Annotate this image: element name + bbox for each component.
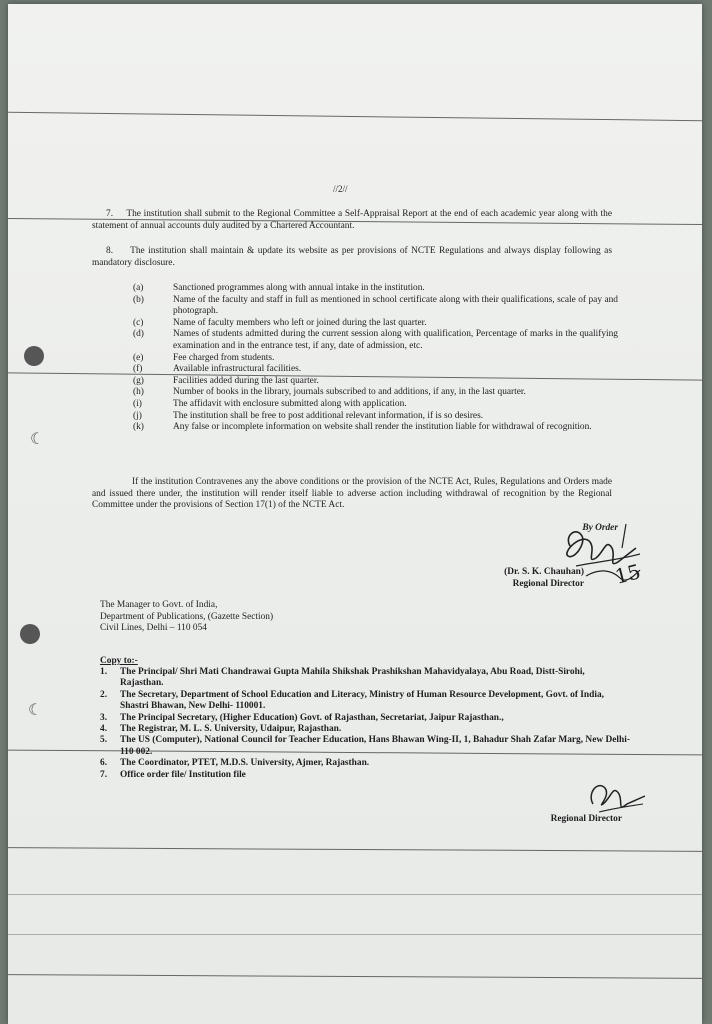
list-item: (b) Name of the faculty and staff in full as mentioned in school certificate along with their qualifications, scale of pay and photograph. <box>133 294 618 317</box>
copy-to-heading: Copy to:- <box>100 656 138 666</box>
paragraph-7 <box>92 209 612 232</box>
contravene-paragraph: If the institution Contravenes any the above conditions or the provision of the NCTE Act, Rules, Regulations and Orders made and issued there under, the institution will render itself liable to adverse action including withdrawal of recognition by the Regional Committee under the provisions of Section 17(1) of the NCTE Act. <box>92 477 612 511</box>
paragraph-7-number: 7. <box>106 209 114 219</box>
list-item: 7. Office order file/ Institution file <box>100 769 246 780</box>
list-item: 5. The US (Computer), National Council for Teacher Education, Hans Bhawan Wing-II, 1, Bahadur Shah Zafar Marg, New Delhi- 110 002. <box>100 735 630 757</box>
scan-artifact-line <box>8 112 702 121</box>
list-item: (f) Available infrastructural facilities. <box>133 364 302 375</box>
disclosure-list <box>133 283 618 434</box>
paragraph-8 <box>92 246 612 269</box>
bottom-designation: Regional Director <box>550 814 622 824</box>
scan-artifact-line <box>8 934 702 935</box>
list-item: 1. The Principal/ Shri Mati Chandrawai Gupta Mahila Shikshak Prashikshan Mahavidyalaya, Abu Road, Distt-Sirohi, Rajasthan. <box>100 667 585 689</box>
address-line: Department of Publications, (Gazette Section) <box>100 611 274 622</box>
list-item: (c) Name of faculty members who left or joined during the last quarter. <box>133 317 427 328</box>
copy-to-list <box>100 667 630 781</box>
clip-mark-icon: ☾ <box>28 702 43 719</box>
signatory-designation: Regional Director <box>512 579 584 589</box>
handwritten-signature-icon <box>583 774 653 819</box>
by-order-text: By Order <box>582 523 618 533</box>
paragraph-7-text: The institution shall submit to the Regional Committee a Self-Appraisal Report at the end of each academic year along with the statement of annual accounts duly audited by a Chartered Accountant. <box>92 209 612 231</box>
signatory-name: (Dr. S. K. Chauhan) <box>504 567 584 577</box>
list-item: 3. The Principal Secretary, (Higher Education) Govt. of Rajasthan, Secretariat, Jaipur Rajasthan., <box>100 712 504 723</box>
list-item: 4. The Registrar, M. L. S. University, Udaipur, Rajasthan. <box>100 724 342 735</box>
paragraph-8-number: 8. <box>106 246 114 256</box>
punch-hole <box>20 624 40 644</box>
clip-mark-icon: ☾ <box>30 431 45 448</box>
list-item: (h) Number of books in the library, journals subscribed to and additions, if any, in the last quarter. <box>133 387 526 398</box>
list-item: (d) Names of students admitted during the current session along with qualification, Percentage of marks in the qualifying examination and in the entrance test, if any, date of admission, etc. <box>133 329 618 351</box>
list-item: (j) The institution shall be free to post additional relevant information, if is so desires. <box>133 410 484 421</box>
scan-artifact-line <box>8 974 702 979</box>
page-number: //2// <box>333 184 348 194</box>
document-page <box>8 4 702 1024</box>
punch-hole <box>24 346 44 366</box>
list-item: (a) Sanctioned programmes along with annual intake in the institution. <box>133 283 425 293</box>
list-item: (g) Facilities added during the last quarter. <box>133 375 319 386</box>
address-line: The Manager to Govt. of India, <box>100 600 218 610</box>
list-item: 2. The Secretary, Department of School Education and Literacy, Ministry of Human Resource Development, Govt. of India, Shastri Bhawan, New Delhi- 110001. <box>100 689 604 712</box>
scan-artifact-line <box>8 894 702 895</box>
list-item: (k) Any false or incomplete information on website shall render the institution liable for withdrawal of recognition. <box>133 422 592 433</box>
scan-artifact-line <box>8 847 702 852</box>
list-item: 6. The Coordinator, PTET, M.D.S. University, Ajmer, Rajasthan. <box>100 758 370 769</box>
address-line: Civil Lines, Delhi – 110 054 <box>100 623 207 634</box>
address-block <box>100 600 273 635</box>
handwritten-date: 15 <box>612 559 643 589</box>
paragraph-8-text: The institution shall maintain & update its website as per provisions of NCTE Regulations and always display following as mandatory disclosure. <box>92 246 612 268</box>
list-item: (i) The affidavit with enclosure submitted along with application. <box>133 398 407 409</box>
list-item: (e) Fee charged from students. <box>133 352 275 363</box>
